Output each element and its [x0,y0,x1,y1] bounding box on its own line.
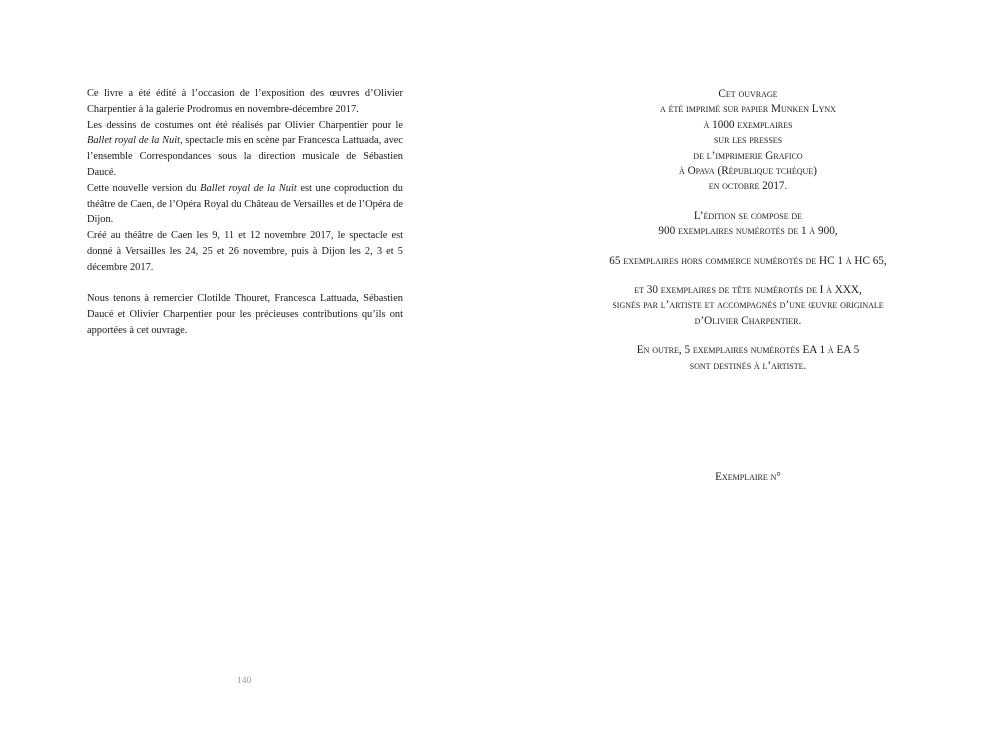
colophon-line: L’édition se compose de [693,209,803,222]
text-segment: Créé au théâtre de Caen les 9, 11 et 12 novembre 2017, le spectacle est donné à Versailles les 24, 25 et 26 novembre, puis à Dijon les 2, 3 et 5 décembre 2017. [87,230,403,273]
paragraph [87,228,403,275]
text-segment: Nous tenons à remercier Clotilde Thouret, Francesca Lattuada, Sébastien Daucé et Olivier Charpentier pour les précieuses contributions qu’ils ont apportées à cet ouvrage. [87,293,403,336]
colophon-line: sur les presses [713,134,783,147]
text-segment: Ce livre a été édité à l’occasion de l’exposition des œuvres d’Olivier Charpentier à la galerie Prodromus en novembre-décembre 2017. [87,88,403,115]
paragraph [87,181,403,228]
colophon-block [600,87,896,195]
paragraph [87,291,403,338]
italic-title: Ballet royal de la Nuit [200,182,297,194]
colophon-line: à 1000 exemplaires [703,118,793,131]
text-segment: , spectacle mis en scène par Francesca Lattuada, avec l’ensemble Correspondances sous la direction musicale de Sébastien Daucé. [87,135,403,178]
text-segment: Cette nouvelle version du [87,182,201,194]
left-page-text [87,86,403,339]
italic-title: Ballet royal de la Nuit [87,135,180,147]
colophon-line: 65 exemplaires hors commerce numérotés de HC 1 à HC 65, [609,254,887,267]
colophon-line: 900 exemplaires numérotés de 1 à 900, [658,225,838,238]
text-segment: est une coproduction du théâtre de Caen, de l’Opéra Royal du Château de Versailles et de l’Opéra de Dijon. [87,182,404,226]
colophon-line: Cet ouvrage [718,88,778,100]
colophon-block [600,283,896,329]
paragraph [87,118,403,181]
text-segment: Les dessins de costumes ont été réalisés par Olivier Charpentier pour le [87,119,403,131]
colophon-line: de l’imprimerie Grafico [693,149,803,162]
colophon [600,87,896,374]
colophon-block [600,254,896,269]
colophon-line: et 30 exemplaires de tête numérotés de I à XXX, [634,284,862,297]
colophon-line: en octobre 2017. [708,180,788,193]
colophon-line: En outre, 5 exemplaires numérotés EA 1 à EA 5 [636,344,860,357]
page-number: 140 [237,676,252,686]
colophon-line: à Opava (République tchèque) [679,165,817,178]
colophon-line: d’Olivier Charpentier. [694,314,802,327]
colophon-line: a été imprimé sur papier Munken Lynx [660,103,836,116]
colophon-line: signés par l’artiste et accompagnés d’une œuvre originale [612,299,884,312]
colophon-line: sont destinés à l’artiste. [689,359,807,372]
exemplaire-label: Exemplaire n° [715,471,781,483]
colophon-block [600,343,896,374]
colophon-block [600,209,896,240]
paragraph [87,86,403,118]
